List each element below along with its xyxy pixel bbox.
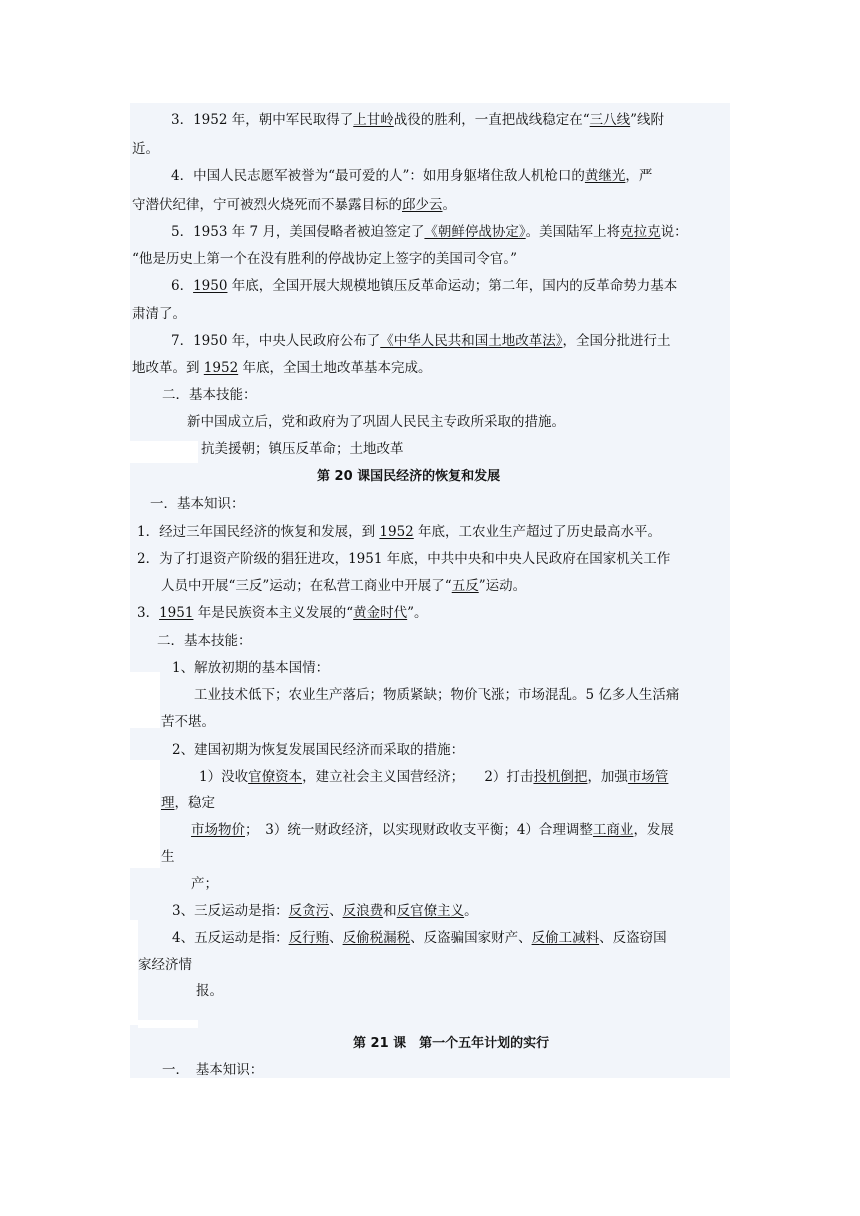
- text-segment: 苦不堪。: [161, 714, 215, 730]
- text-line: [191, 820, 674, 840]
- text-line: [172, 740, 464, 760]
- text-line: [187, 412, 565, 432]
- text-segment: ”运动。: [478, 578, 527, 594]
- text-segment: 年底，全国开展大规模地镇压反革命运动；第二年，国内的反革命势力基本: [227, 278, 678, 294]
- text-segment: 和: [383, 903, 397, 919]
- underlined-term: 反偷工减料: [531, 930, 600, 946]
- text-segment: 1．经过三年国民经济的恢复和发展，到: [137, 524, 380, 540]
- text-line: [132, 304, 186, 324]
- underlined-term: 投机倒把: [533, 769, 588, 785]
- underlined-term: 1951: [159, 605, 194, 621]
- underlined-term: 上甘岭: [353, 112, 394, 128]
- text-segment: 年是民族资本主义发展的“: [193, 605, 354, 621]
- text-line: [161, 793, 215, 813]
- underlined-term: 1950: [193, 278, 228, 294]
- text-segment: 产；: [191, 876, 218, 892]
- underlined-term: 三八线: [589, 112, 631, 128]
- text-segment: 。美国陆军上将: [525, 224, 621, 240]
- section-heading: [317, 467, 500, 487]
- text-segment: 、反盗骗国家财产、: [410, 930, 532, 946]
- text-segment: 新中国成立后，党和政府为了巩固人民民主专政所采取的措施。: [187, 414, 565, 430]
- text-segment: 4、五反运动是指：: [172, 930, 289, 946]
- text-line: [150, 494, 245, 514]
- text-segment: 人员中开展“三反”运动；在私营工商业中开展了“: [161, 578, 452, 594]
- text-segment: 。: [442, 197, 456, 213]
- text-segment: 5．1953 年 7 月，美国侵略者被迫签定了: [171, 224, 425, 240]
- text-segment: 一． 基本知识：: [162, 1062, 264, 1078]
- text-segment: 肃清了。: [132, 306, 186, 322]
- text-segment: ，严: [625, 168, 653, 184]
- text-segment: ，建立社会主义国营经济； 2）打击: [302, 769, 534, 785]
- text-line: [172, 901, 478, 921]
- underlined-term: 《朝鲜停战协定》: [424, 224, 526, 240]
- underlined-term: 黄继光: [584, 168, 626, 184]
- text-line: [137, 603, 428, 623]
- underlined-term: 理: [161, 795, 175, 811]
- text-segment: “他是历史上第一个在没有胜利的停战协定上签字的美国司令官。”: [132, 251, 518, 267]
- text-line: [137, 522, 661, 542]
- text-segment: ，加强: [587, 769, 628, 785]
- text-line: [171, 331, 671, 351]
- text-segment: 二．基本技能：: [162, 387, 257, 403]
- text-segment: 2、建国初期为恢复发展国民经济而采取的措施：: [172, 742, 465, 758]
- text-segment: 抗美援朝；镇压反革命；土地改革: [201, 441, 404, 457]
- text-segment: 、反盗窃国: [599, 930, 667, 946]
- text-line: [201, 439, 404, 459]
- text-segment: 4．中国人民志愿军被誉为“最可爱的人”：如用身躯堵住敌人机枪口的: [171, 168, 585, 184]
- text-segment: 报。: [196, 983, 223, 999]
- text-line: [132, 249, 517, 269]
- text-segment: 、: [329, 930, 343, 946]
- underlined-term: 工商业: [592, 822, 634, 838]
- underlined-term: 五反: [451, 578, 479, 594]
- text-segment: ，发展: [633, 822, 674, 838]
- underlined-term: 反贪污: [288, 903, 330, 919]
- text-line: [191, 874, 218, 894]
- text-segment: 1、解放初期的基本国情：: [172, 660, 330, 676]
- text-segment: 近。: [132, 141, 159, 157]
- text-segment: 生: [161, 849, 175, 865]
- text-segment: 1）没收: [199, 769, 249, 785]
- text-segment: 、: [329, 903, 343, 919]
- text-line: [172, 658, 329, 678]
- text-segment: 3．1952 年，朝中军民取得了: [171, 112, 354, 128]
- underlined-term: 反浪费: [342, 903, 384, 919]
- text-segment: 地改革。到: [132, 360, 204, 376]
- underlined-term: 1952: [203, 360, 239, 376]
- text-segment: 第 21 课 第一个五年计划的实行: [353, 1036, 550, 1051]
- text-line: [172, 928, 667, 948]
- underlined-term: 《中华人民共和国土地改革法》: [380, 333, 563, 349]
- text-segment: ，稳定: [174, 795, 215, 811]
- text-segment: 二．基本技能：: [157, 633, 252, 649]
- underlined-term: 反官僚主义: [396, 903, 465, 919]
- text-segment: 战役的胜利，一直把战线稳定在“: [393, 112, 590, 128]
- text-segment: 年底，全国土地改革基本完成。: [238, 360, 432, 376]
- text-segment: 守潜伏纪律，宁可被烈火烧死而不暴露目标的: [132, 197, 402, 213]
- text-line: [171, 166, 652, 186]
- underlined-term: 市场管: [627, 769, 669, 785]
- text-segment: 工业技术低下；农业生产落后；物质紧缺；物价飞涨；市场混乱。5 亿多人生活痛: [194, 687, 680, 703]
- text-segment: ”。: [407, 605, 428, 621]
- text-line: [161, 847, 175, 867]
- text-segment: 家经济情: [138, 957, 192, 973]
- text-line: [196, 981, 223, 1001]
- text-line: [199, 767, 668, 787]
- text-segment: 第 20 课国民经济的恢复和发展: [317, 469, 501, 484]
- text-line: [138, 955, 192, 975]
- text-line: [132, 195, 456, 215]
- section-heading: [353, 1034, 549, 1054]
- underlined-term: 克拉克: [620, 224, 661, 240]
- text-segment: 2．为了打退资产阶级的猖狂进攻，1951 年底，中共中央和中央人民政府在国家机关工作: [137, 551, 671, 567]
- text-line: [162, 1060, 263, 1080]
- text-segment: 。: [464, 903, 478, 919]
- text-line: [171, 276, 677, 296]
- underlined-term: 邱少云: [402, 197, 443, 213]
- text-line: [194, 685, 679, 705]
- text-segment: 7．1950 年，中央人民政府公布了: [171, 333, 381, 349]
- text-line: [157, 631, 252, 651]
- underlined-term: 反行贿: [288, 930, 330, 946]
- text-line: [161, 712, 215, 732]
- underlined-term: 1952: [379, 524, 414, 540]
- text-line: [161, 576, 526, 596]
- text-line: [171, 222, 688, 242]
- text-segment: 说：: [660, 224, 688, 240]
- text-segment: 一．基本知识：: [150, 496, 245, 512]
- text-segment: ”线附: [630, 112, 665, 128]
- text-segment: 3．: [137, 605, 160, 621]
- text-segment: 6．: [171, 278, 194, 294]
- text-line: [162, 385, 257, 405]
- text-line: [137, 549, 670, 569]
- text-segment: ，全国分批进行土: [562, 333, 671, 349]
- text-segment: 3、三反运动是指：: [172, 903, 289, 919]
- underlined-term: 反偷税漏税: [342, 930, 411, 946]
- text-segment: 年底，工农业生产超过了历史最高水平。: [413, 524, 662, 540]
- underlined-term: 黄金时代: [353, 605, 408, 621]
- text-line: [132, 139, 159, 159]
- text-line: [171, 110, 664, 130]
- underlined-term: 市场物价: [191, 822, 245, 838]
- text-segment: ； 3）统一财政经济，以实现财政收支平衡；4）合理调整: [245, 822, 593, 838]
- text-line: [132, 358, 431, 378]
- underlined-term: 官僚资本: [248, 769, 303, 785]
